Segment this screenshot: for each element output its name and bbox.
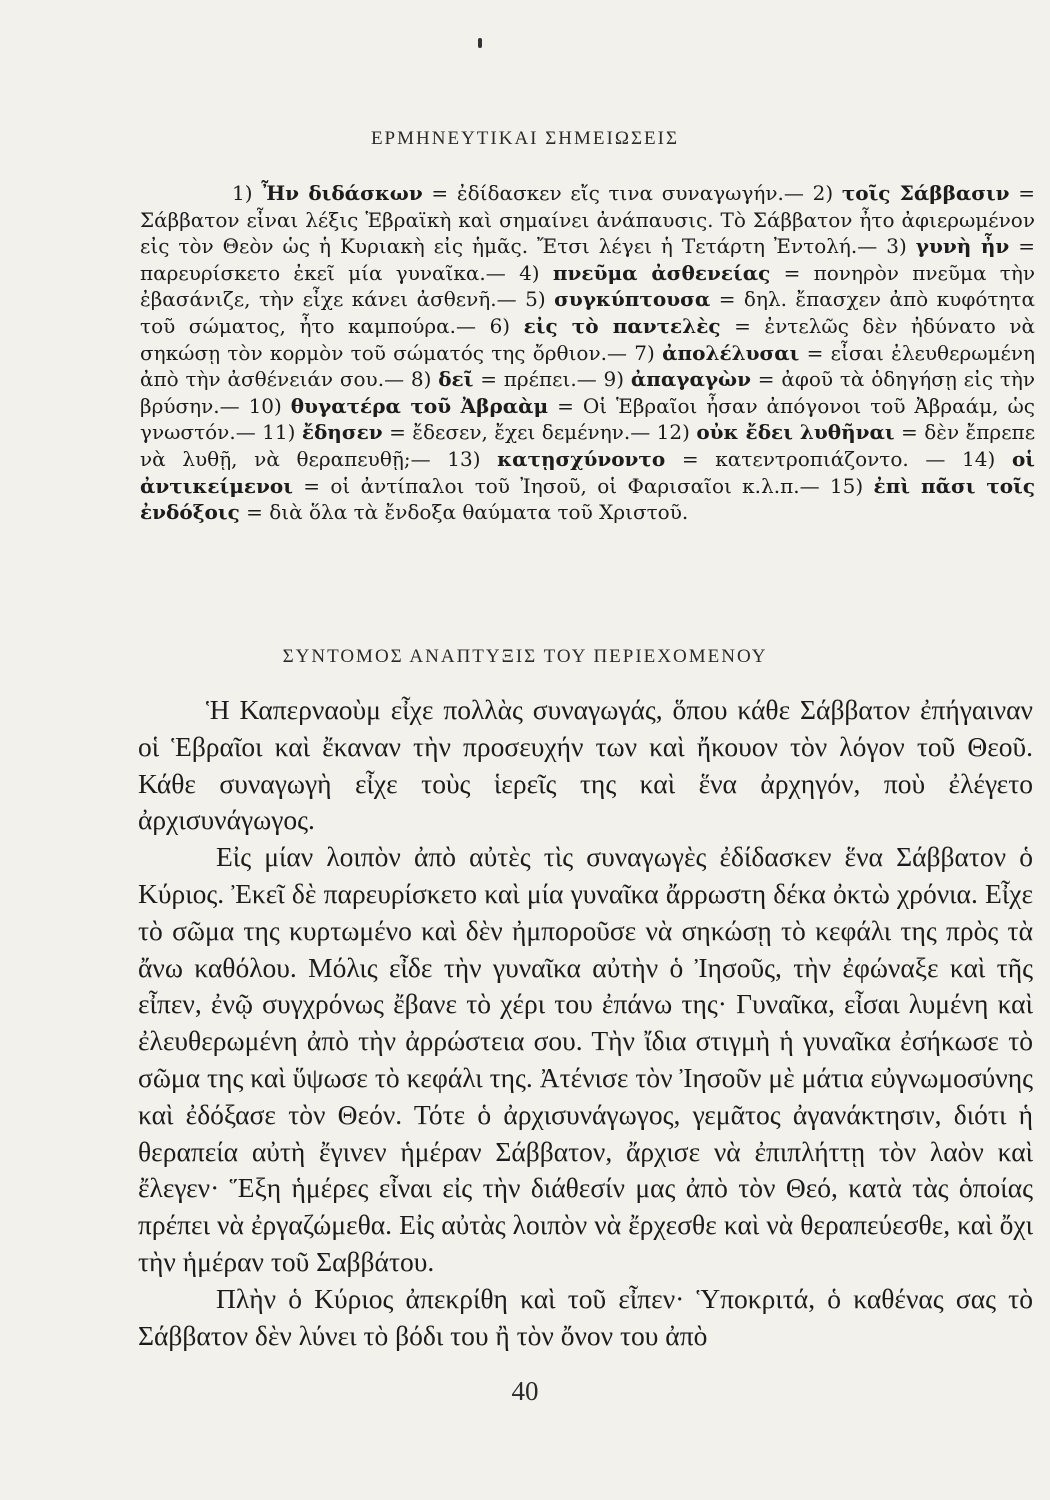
note-number: 4) bbox=[519, 260, 540, 285]
note-number: 8) bbox=[410, 367, 432, 392]
explanatory-notes bbox=[140, 180, 1035, 526]
note-term: κατῃσχύνοντο bbox=[497, 446, 666, 471]
note-term: θυγατέρα τοῦ Ἀβραὰμ bbox=[290, 393, 549, 418]
paragraph: Εἰς μίαν λοιπὸν ἀπὸ αὐτὲς τὶς συναγωγὲς ἐδίδασκεν ἕνα Σάββατον ὁ Κύριος. Ἐκεῖ δὲ παρευρίσκετο καὶ μία γυναῖκα ἄρρωστη δέκα ὀκτὼ χρόνια. Εἶχε τὸ σῶμα της κυρτωμένο καὶ δὲν ἠμποροῦσε νὰ σηκώσῃ τὸ κεφάλι της πρὸς τὰ ἄνω καθόλου. Μόλις εἶδε τὴν γυναῖκα αὐτὴν ὁ Ἰησοῦς, τὴν ἐφώναξε καὶ τῆς εἶπεν, ἐνῷ συγχρόνως ἔβανε τὸ χέρι του ἐπάνω της· Γυναῖκα, εἶσαι λυμένη καὶ ἐλευθερωμένη ἀπὸ τὴν ἀρρώστεια σου. Τὴν ἴδια στιγμὴ ἡ γυναῖκα ἐσήκωσε τὸ σῶμα της καὶ ὕψωσε τὸ κεφάλι της. Ἀτένισε τὸν Ἰησοῦν μὲ μάτια εὐγνωμοσύνης καὶ ἐδόξασε τὸν Θεόν. Τότε ὁ ἀρχισυνάγωγος, γεμᾶτος ἀγανάκτησιν, διότι ἡ θεραπεία αὐτὴ ἔγινεν ἡμέραν Σάββατον, ἄρχισε νὰ ἐπιπλήττῃ τὸν λαὸν καὶ ἔλεγεν· Ἕξη ἡμέρες εἶναι εἰς τὴν διάθεσίν μας ἀπὸ τὸν Θεό, κατὰ τὰς ὁποίας πρέπει νὰ ἐργαζώμεθα. Εἰς αὐτὰς λοιπὸν νὰ ἔρχεσθε καὶ νὰ θεραπεύεσθε, καὶ ὄχι τὴν ἡμέραν τοῦ Σαββάτου. bbox=[138, 841, 1033, 1277]
note-definition: = πρέπει.— bbox=[480, 367, 597, 392]
note-term: γυνὴ ἦν bbox=[915, 234, 1010, 259]
note-number: 10) bbox=[248, 393, 282, 418]
ink-speck bbox=[478, 38, 482, 48]
paragraph: Ἡ Καπερναοὺμ εἶχε πολλὰς συναγωγάς, ὅπου κάθε Σάββατον ἐπήγαιναν οἱ Ἑβραῖοι καὶ ἔκαναν τὴν προσευχήν των καὶ ἤκουον τὸν λόγον τοῦ Θεοῦ. Κάθε συναγωγὴ εἶχε τοὺς ἱερεῖς της καὶ ἕνα ἀρχηγόν, ποὺ ἐλέγετο ἀρχισυνάγωγος. bbox=[138, 694, 1033, 836]
note-number: 6) bbox=[489, 313, 511, 338]
note-definition: = ἔδεσεν, ἔχει δεμένην.— bbox=[389, 420, 651, 445]
note-term: ἔδησεν bbox=[301, 420, 383, 445]
note-item bbox=[447, 447, 945, 471]
note-number: 1) bbox=[232, 181, 253, 205]
note-definition: = δηλ. ἔπασχεν ἀπὸ κυφότητα τοῦ σώματος, ἦτο καμπούρα.— bbox=[140, 287, 1035, 338]
note-term: τοῖς Σάββασιν bbox=[841, 181, 1010, 205]
note-term: οἱ ἀντικείμενοι bbox=[140, 446, 1035, 498]
note-definition: = ἀφοῦ τὰ ὁδηγήσῃ εἰς τὴν βρύσην.— bbox=[140, 367, 1036, 418]
note-number: 14) bbox=[962, 446, 996, 471]
note-definition: = πονηρὸν πνεῦμα τὴν ἐβασάνιζε, τὴν εἶχε κάνει ἀσθενῆ.— bbox=[140, 260, 1036, 312]
page-number: 40 bbox=[511, 1376, 539, 1406]
note-item bbox=[232, 181, 804, 205]
note-definition: = ἐντελῶς δὲν ἠδύνατο νὰ σηκώσῃ τὸν κορμὸν τοῦ σώματός της ὄρθιον.— bbox=[140, 313, 1036, 365]
note-term: οὐκ ἔδει λυθῆναι bbox=[696, 420, 895, 445]
note-term: συγκύπτουσα bbox=[554, 287, 711, 312]
note-number: 5) bbox=[525, 287, 546, 312]
note-number: 13) bbox=[447, 446, 481, 471]
note-number: 12) bbox=[656, 420, 690, 445]
note-number: 3) bbox=[886, 234, 907, 259]
notes-paragraph bbox=[140, 180, 1035, 526]
summary-heading: ΣΥΝΤΟΜΟΣ ΑΝΑΠΤΥΞΙΣ ΤΟΥ ΠΕΡΙΕΧΟΜΕΝΟΥ bbox=[282, 646, 768, 667]
note-item bbox=[262, 420, 650, 444]
notes-heading: ΕΡΜΗΝΕΥΤΙΚΑΙ ΣΗΜΕΙΩΣΕΙΣ bbox=[370, 128, 680, 149]
note-definition: = διὰ ὅλα τὰ ἔνδοξα θαύματα τοῦ Χριστοῦ. bbox=[246, 500, 689, 525]
note-definition: = εἶσαι ἐλευθερωμένη ἀπὸ τὴν ἀσθένειάν σου.— bbox=[140, 340, 1036, 392]
note-item bbox=[411, 367, 597, 391]
note-term: δεῖ bbox=[438, 367, 474, 392]
note-term: Ἦν διδάσκων bbox=[261, 181, 423, 205]
note-number: 9) bbox=[603, 367, 625, 392]
note-definition: = ἐδίδασκεν εἴς τινα συναγωγήν.— bbox=[431, 181, 804, 205]
note-term: ἐπὶ πᾶσι τοῖς ἐνδόξοις bbox=[140, 473, 1035, 525]
note-definition: = Σάββατον εἶναι λέξις Ἑβραϊκὴ καὶ σημαίνει ἀνάπαυσις. Τὸ Σάββατον ἦτο ἀφιερωμένον εἰς τὸν Θεὸν ὡς ἡ Κυριακὴ εἰς ἡμᾶς. Ἔτσι λέγει ἡ Τετάρτη Ἐντολή.— bbox=[140, 181, 1036, 259]
note-definition: = παρευρίσκετο ἐκεῖ μία γυναῖκα.— bbox=[140, 234, 1036, 285]
paragraph: Πλὴν ὁ Κύριος ἀπεκρίθη καὶ τοῦ εἶπεν· Ὑποκριτά, ὁ καθένας σας τὸ Σάββατον δὲν λύνει τὸ βόδι του ἢ τὸν ὄνον του ἀπὸ bbox=[138, 1282, 1033, 1351]
note-term: ἀπαγαγὼν bbox=[630, 367, 751, 392]
note-term: εἰς τὸ παντελὲς bbox=[523, 313, 721, 338]
note-number: 11) bbox=[262, 420, 296, 445]
summary-text bbox=[138, 692, 1033, 1354]
note-number: 2) bbox=[812, 181, 834, 205]
note-definition: = οἱ ἀντίπαλοι τοῦ Ἰησοῦ, οἱ Φαρισαῖοι κ.λ.π.— bbox=[303, 473, 820, 498]
note-definition: = Οἱ Ἑβραῖοι ἦσαν ἀπόγονοι τοῦ Ἀβραάμ, ὡς γνωστόν.— bbox=[140, 393, 1035, 445]
note-number: 7) bbox=[634, 340, 655, 365]
note-number: 15) bbox=[829, 473, 864, 498]
note-term: πνεῦμα ἀσθενείας bbox=[552, 260, 771, 285]
note-definition: = κατεντροπιάζοντο. — bbox=[681, 446, 946, 471]
note-term: ἀπολέλυσαι bbox=[662, 340, 800, 365]
note-definition: = δὲν ἔπρεπε νὰ λυθῇ, νὰ θεραπευθῇ;— bbox=[140, 420, 1036, 471]
